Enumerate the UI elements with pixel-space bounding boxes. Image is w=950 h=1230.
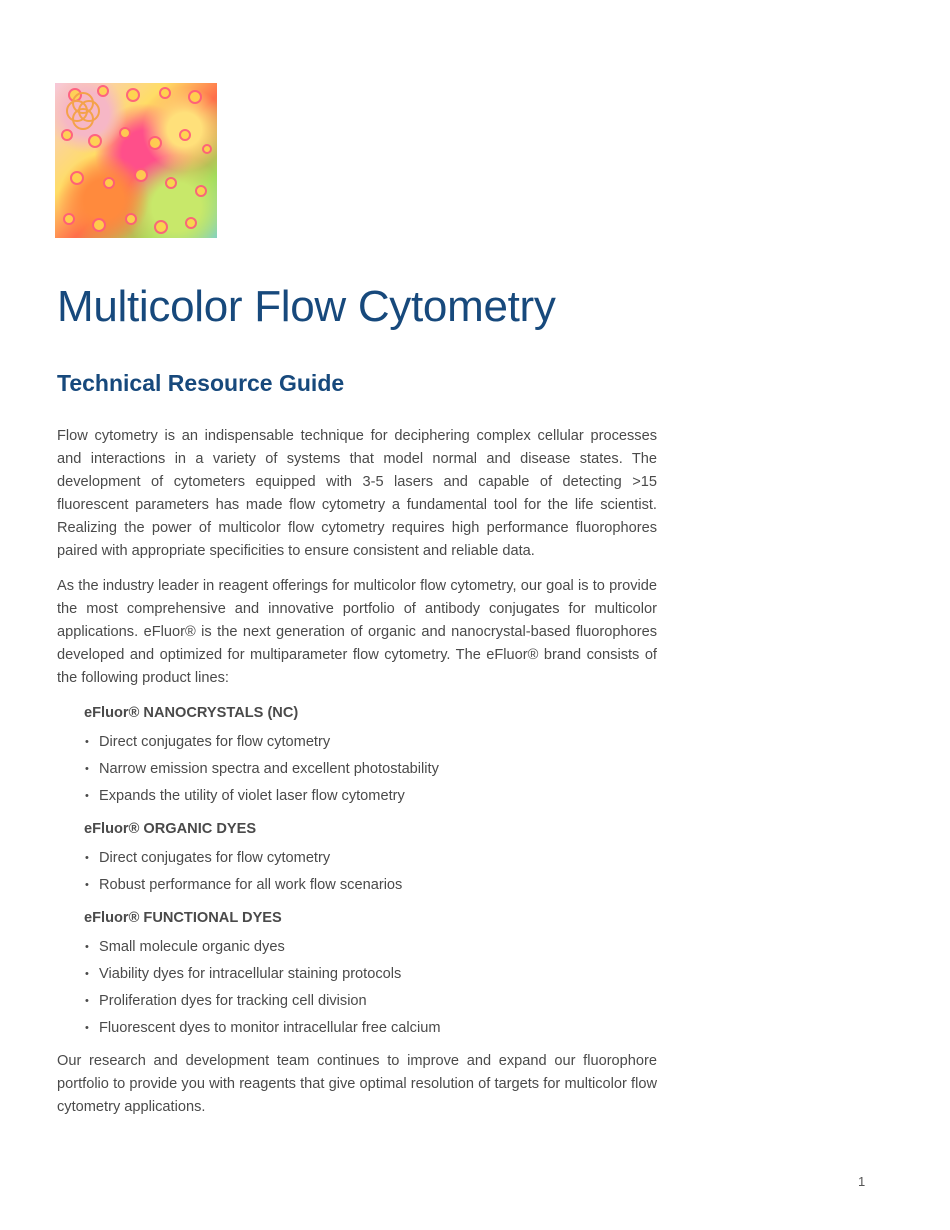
product-line-functional-dyes [57,907,657,1042]
product-line-title: eFluor® ORGANIC DYES [84,821,257,837]
product-line-organic-dyes [57,818,657,899]
list-item: • Proliferation dyes for tracking cell division [83,988,657,1015]
page-subtitle: Technical Resource Guide [57,370,345,396]
product-line-list [83,729,657,810]
page-title: Multicolor Flow Cytometry [57,282,556,331]
bullet-icon: • [85,790,89,802]
product-line-title: eFluor® NANOCRYSTALS (NC) [84,705,299,721]
bullet-icon: • [85,1022,89,1034]
list-item: • Direct conjugates for flow cytometry [83,729,657,756]
bullet-icon: • [85,736,89,748]
list-item: • Direct conjugates for flow cytometry [83,845,657,872]
list-item: • Fluorescent dyes to monitor intracellular free calcium [83,1015,657,1042]
body-content [57,425,657,1131]
list-item: • Narrow emission spectra and excellent photostability [83,756,657,783]
bullet-icon: • [85,995,89,1007]
product-line-list [83,845,657,899]
bullet-icon: • [85,852,89,864]
product-line-nanocrystals [57,702,657,810]
bullet-icon: • [85,968,89,980]
page-number: 1 [858,1174,866,1189]
bullet-icon: • [85,941,89,953]
list-item: • Robust performance for all work flow scenarios [83,872,657,899]
bullet-icon: • [85,879,89,891]
closing-paragraph: Our research and development team continues to improve and expand our fluorophore portfolio to provide you with reagents that give optimal resolution of targets for multicolor flow cytometry applications. [57,1053,657,1115]
list-item: • Small molecule organic dyes [83,934,657,961]
bullet-icon: • [85,763,89,775]
list-item: • Expands the utility of violet laser flow cytometry [83,783,657,810]
cell-illustration [55,83,217,238]
intro-paragraph-1: Flow cytometry is an indispensable technique for deciphering complex cellular processes and interactions in a variety of systems that model normal and disease states. The development of cytometers equipped with 3-5 lasers and capable of detecting >15 fluorescent parameters has made flow cytometry a fundamental tool for the life scientist. Realizing the power of multicolor flow cytometry requires high performance fluorophores paired with appropriate specificities to ensure consistent and reliable data. [57,428,657,559]
product-line-title: eFluor® FUNCTIONAL DYES [84,910,282,926]
list-item: • Viability dyes for intracellular staining protocols [83,961,657,988]
cover-image [55,83,217,238]
intro-paragraph-2: As the industry leader in reagent offerings for multicolor flow cytometry, our goal is to provide the most comprehensive and innovative portfolio of antibody conjugates for multicolor applications. eFluor® is the next generation of organic and nanocrystal-based fluorophores developed and optimized for multiparameter flow cytometry. The eFluor® brand consists of the following product lines: [57,578,657,686]
product-line-list [83,934,657,1042]
